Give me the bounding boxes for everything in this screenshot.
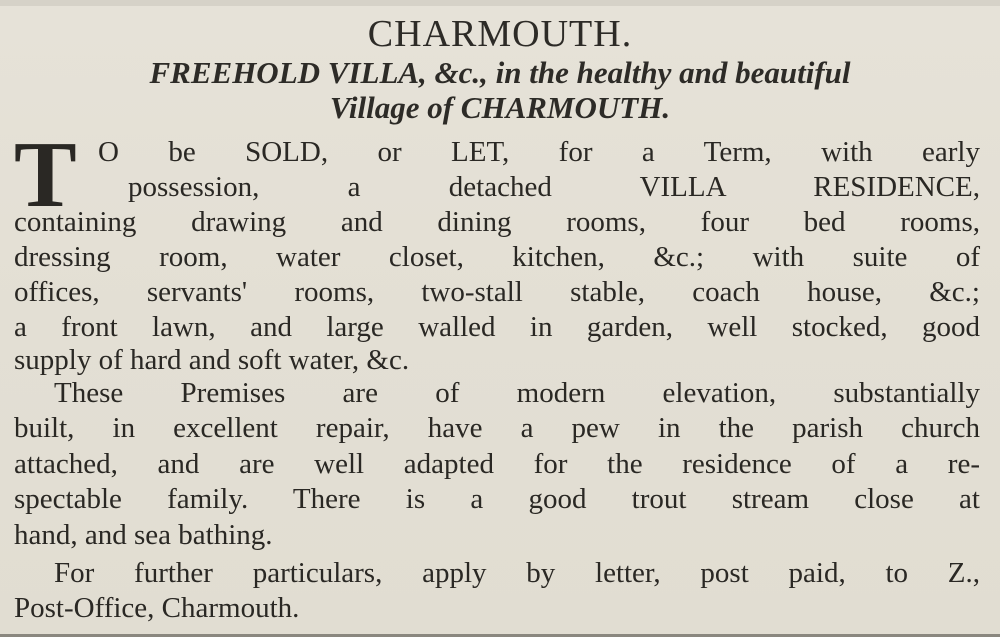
subheading-line-2: Village of CHARMOUTH. [329,90,671,125]
body-line: O be SOLD, or LET, for a Term, with early [98,136,980,168]
body-line: attached, and are well adapted for the residence of a re- [14,448,980,480]
headline: CHARMOUTH. [367,13,633,55]
body-line: These Premises are of modern elevation, substantially [54,377,980,409]
body-line: Post-Office, Charmouth. [14,592,300,624]
body-line: hand, and sea bathing. [14,519,273,551]
body-line: built, in excellent repair, have a pew in the parish church [14,412,980,444]
subheading-line-1: FREEHOLD VILLA, &c., in the healthy and beautiful [149,55,851,90]
top-rule [0,0,1000,6]
body-line: dressing room, water closet, kitchen, &c.; with suite of [14,241,980,273]
body-line: For further particulars, apply by letter, post paid, to Z., [54,557,980,589]
body-line: possession, a detached VILLA RESIDENCE, [128,171,980,203]
body-line: offices, servants' rooms, two-stall stable, coach house, &c.; [14,276,980,308]
body-line: a front lawn, and large walled in garden, well stocked, good [14,311,980,343]
drop-cap: T [14,123,77,227]
body-line: supply of hard and soft water, &c. [14,344,410,376]
body-line: spectable family. There is a good trout stream close at [14,483,980,515]
body-line: containing drawing and dining rooms, four bed rooms, [14,206,980,238]
